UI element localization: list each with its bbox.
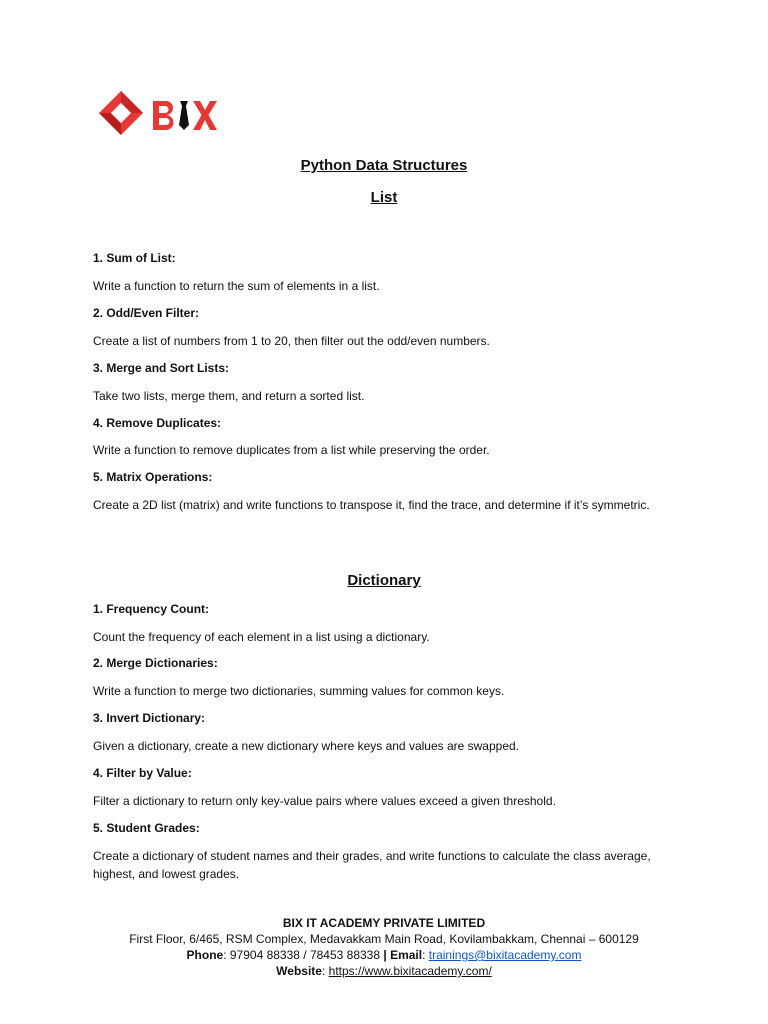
footer-address: First Floor, 6/465, RSM Complex, Medavakkam Main Road, Kovilambakkam, Chennai – 600129: [129, 932, 639, 946]
dict-item-2-heading: 2. Merge Dictionaries:: [93, 656, 218, 670]
dict-item-4-heading: 4. Filter by Value:: [93, 766, 192, 780]
footer-phone: 97904 88338 / 78453 88338: [229, 948, 381, 962]
list-item-1-text: Write a function to return the sum of elements in a list.: [93, 279, 380, 293]
list-item-1-heading: 1. Sum of List:: [93, 251, 176, 265]
bix-logo-mark: [97, 89, 223, 145]
footer-phone-label: Phone: [186, 948, 224, 962]
dict-item-1-text: Count the frequency of each element in a list using a dictionary.: [93, 630, 430, 644]
footer-website-line: Website: https://www.bixitacademy.com/: [276, 964, 492, 978]
document-title: Python Data Structures: [300, 157, 468, 174]
list-item-3-text: Take two lists, merge them, and return a sorted list.: [93, 389, 365, 403]
list-item-4-heading: 4. Remove Duplicates:: [93, 416, 222, 430]
list-item-5-text: Create a 2D list (matrix) and write functions to transpose it, find the trace, and determine if it’s symmetric.: [93, 498, 650, 512]
footer-email-label: Email: [390, 948, 423, 962]
footer-website-label: Website: [276, 964, 322, 978]
dict-item-3-text: Given a dictionary, create a new dictionary where keys and values are swapped.: [93, 739, 520, 753]
section-heading-list: List: [370, 189, 398, 206]
dict-item-5-heading: 5. Student Grades:: [93, 821, 200, 835]
bix-logo: [97, 89, 223, 145]
list-item-3-heading: 3. Merge and Sort Lists:: [93, 361, 230, 375]
footer-email-link[interactable]: trainings@bixitacademy.com: [428, 948, 582, 962]
dict-item-4-text: Filter a dictionary to return only key-value pairs where values exceed a given threshold.: [93, 794, 556, 808]
footer-contact-line: Phone: 97904 88338 / 78453 88338 | Email: trainings@bixitacademy.com: [186, 948, 582, 962]
dict-item-2-text: Write a function to merge two dictionaries, summing values for common keys.: [93, 684, 505, 698]
footer-separator: |: [383, 948, 387, 962]
dict-item-5-text: Create a dictionary of student names and their grades, and write functions to calculate the class average, highest, and lowest grades.: [93, 849, 651, 881]
page-footer: [0, 915, 768, 979]
list-item-4-text: Write a function to remove duplicates from a list while preserving the order.: [93, 443, 490, 457]
list-item-2-heading: 2. Odd/Even Filter:: [93, 306, 200, 320]
dict-item-3-heading: 3. Invert Dictionary:: [93, 711, 206, 725]
list-item-2-text: Create a list of numbers from 1 to 20, then filter out the odd/even numbers.: [93, 334, 490, 348]
dict-item-1-heading: 1. Frequency Count:: [93, 602, 210, 616]
list-item-5-heading: 5. Matrix Operations:: [93, 470, 213, 484]
footer-company-name: BIX IT ACADEMY PRIVATE LIMITED: [282, 916, 486, 930]
footer-website-link[interactable]: https://www.bixitacademy.com/: [328, 964, 492, 978]
section-heading-dictionary: Dictionary: [347, 572, 421, 589]
